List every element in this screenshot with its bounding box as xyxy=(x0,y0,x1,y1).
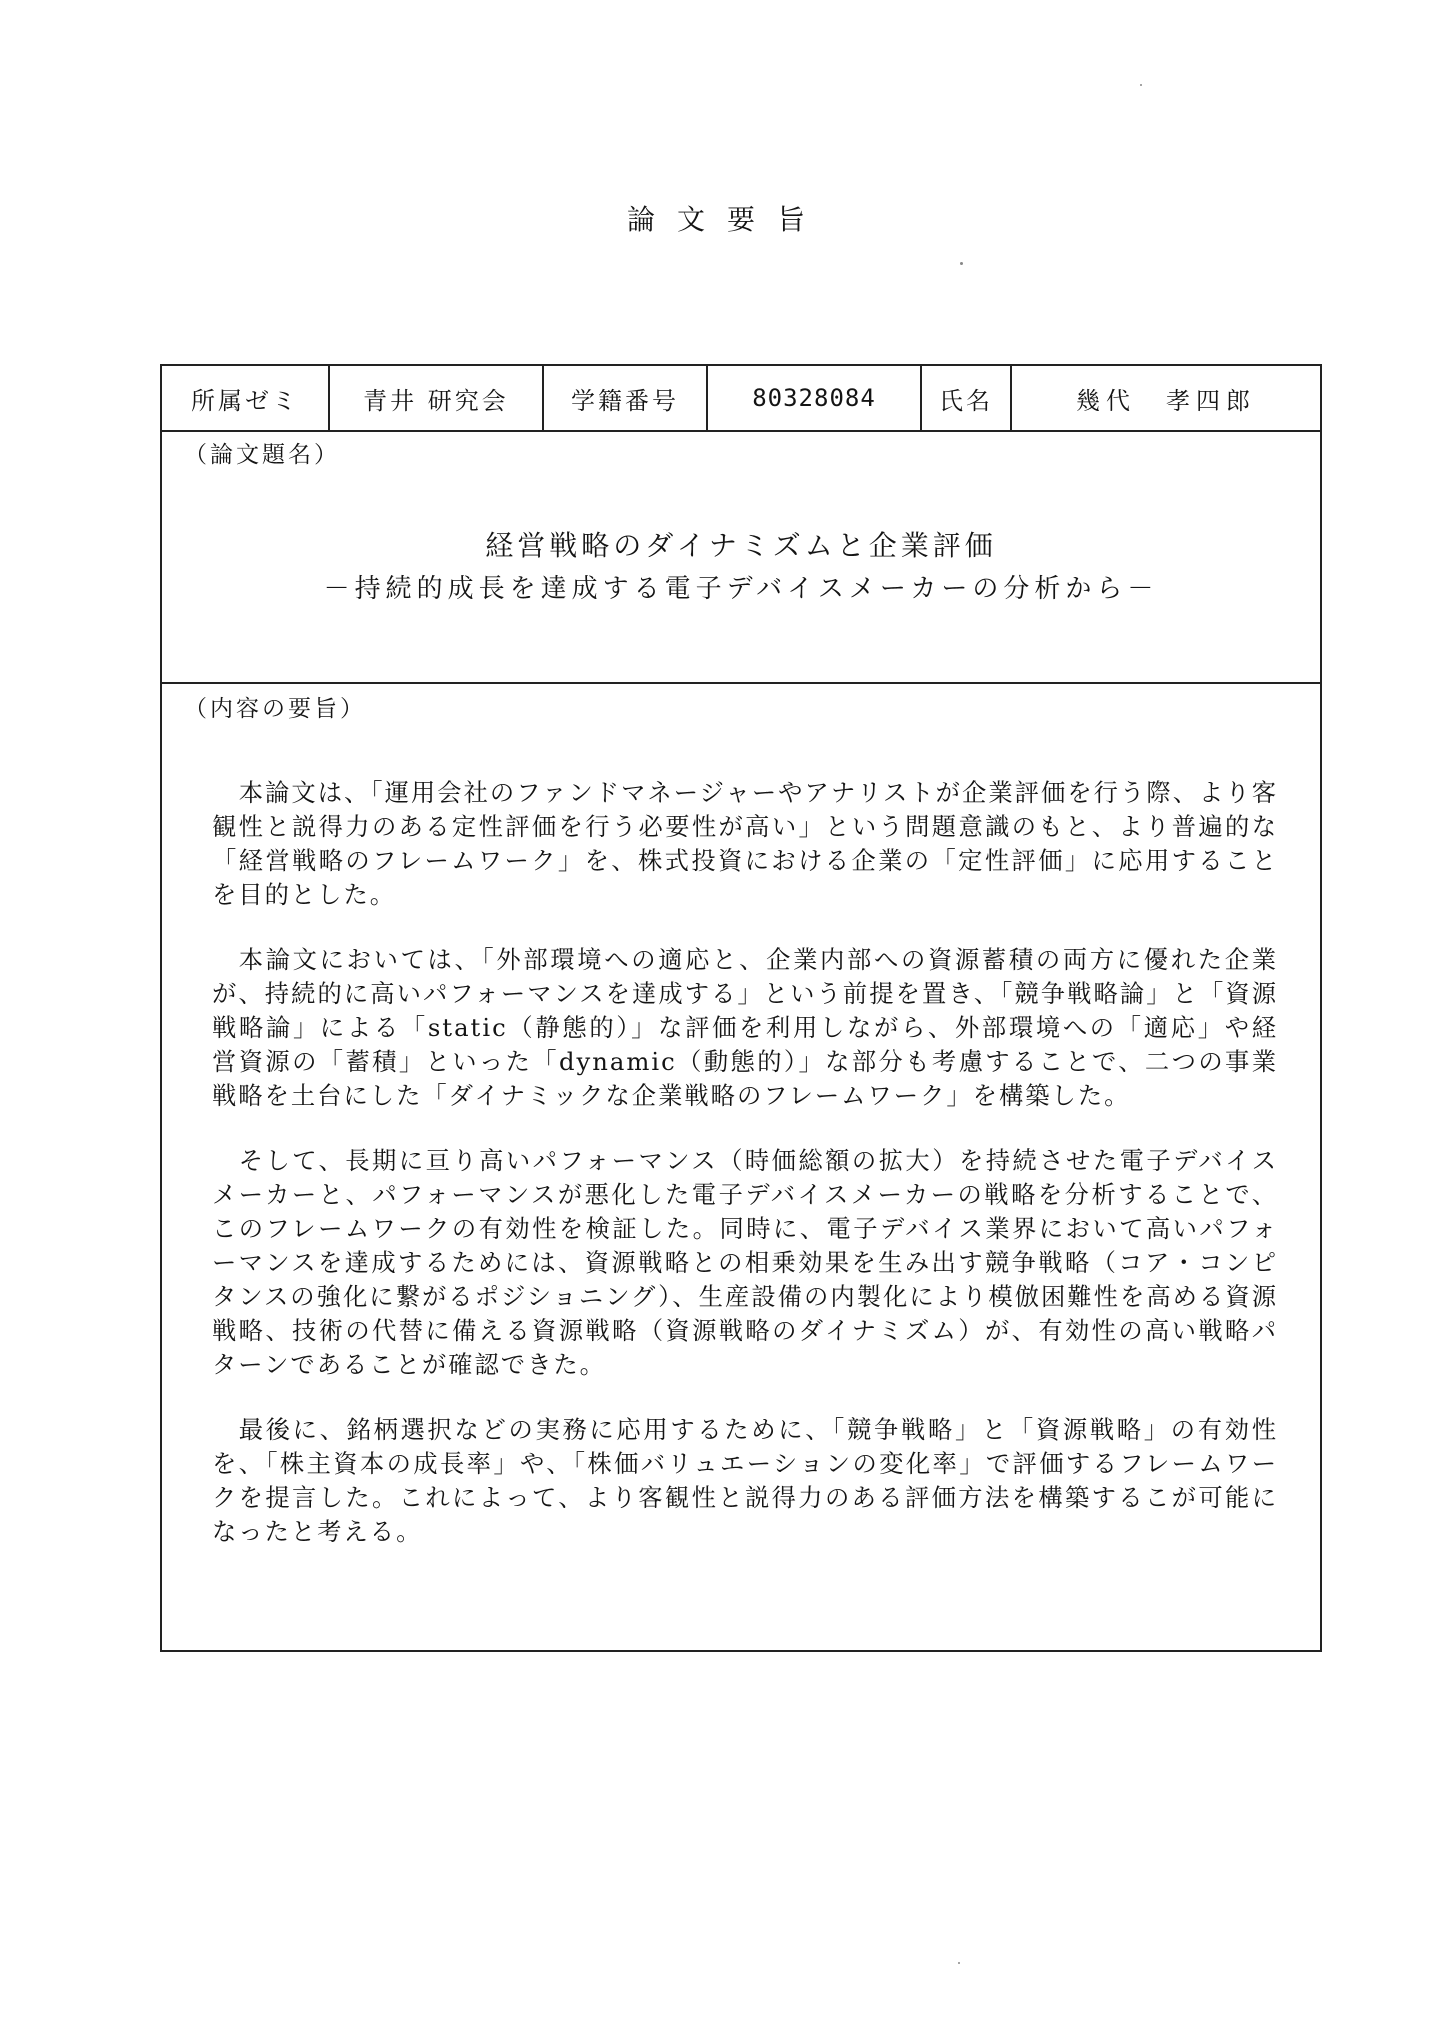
scan-speck xyxy=(1140,84,1142,86)
page-title: 論文要旨 xyxy=(626,203,827,236)
seminar-value: 青井 研究会 xyxy=(330,366,544,430)
thesis-title-label: （論文題名） xyxy=(184,442,340,468)
summary-section xyxy=(162,684,1320,1652)
name-value: 幾代 孝四郎 xyxy=(1076,386,1256,415)
summary-body xyxy=(212,776,1278,1580)
name-label: 氏名 xyxy=(922,366,1012,430)
summary-paragraph: そして、長期に亘り高いパフォーマンス（時価総額の拡大）を持続させた電子デバイスメーカーと、パフォーマンスが悪化した電子デバイスメーカーの戦略を分析することで、このフレームワークの有効性を検証した。同時に、電子デバイス業界において高いパフォーマンスを達成するためには、資源戦略との相乗効果を生み出す競争戦略（コア・コンピタンスの強化に繋がるポジショニング）、生産設備の内製化により模倣困難性を高める資源戦略、技術の代替に備える資源戦略（資源戦略のダイナミズム）が、有効性の高い戦略パターンであることが確認できた。 xyxy=(212,1146,1278,1379)
summary-label: （内容の要旨） xyxy=(184,696,366,722)
summary-paragraph: 本論文においては、「外部環境への適応と、企業内部への資源蓄積の両方に優れた企業が、持続的に高いパフォーマンスを達成する」という前提を置き、「競争戦略論」と「資源戦略論」による「static（静態的）」な評価を利用しながら、外部環境への「適応」や経営資源の「蓄積」といった「dynamic（動態的）」な部分も考慮することで、二つの事業戦略を土台にした「ダイナミックな企業戦略のフレームワーク」を構築した。 xyxy=(212,945,1278,1110)
seminar-label: 所属ゼミ xyxy=(162,366,330,430)
abstract-form xyxy=(160,364,1322,1652)
thesis-subtitle: －持続的成長を達成する電子デバイスメーカーの分析から－ xyxy=(323,574,1159,604)
summary-paragraph: 本論文は、「運用会社のファンドマネージャーやアナリストが企業評価を行う際、より客観性と説得力のある定性評価を行う必要性が高い」という問題意識のもと、より普遍的な「経営戦略のフレームワーク」を、株式投資における企業の「定性評価」に応用することを目的とした。 xyxy=(212,778,1278,909)
student-id-value: 80328084 xyxy=(708,366,922,430)
thesis-title-section xyxy=(162,432,1320,684)
thesis-title: 経営戦略のダイナミズムと企業評価 xyxy=(485,529,997,562)
scan-speck xyxy=(960,262,963,265)
scan-speck xyxy=(958,1962,960,1964)
info-row xyxy=(162,366,1320,432)
summary-paragraph: 最後に、銘柄選択などの実務に応用するために、「競争戦略」と「資源戦略」の有効性を、「株主資本の成長率」や、「株価バリュエーションの変化率」で評価するフレームワークを提言した。これによって、より客観性と説得力のある評価方法を構築するこが可能になったと考える。 xyxy=(212,1415,1278,1546)
student-id-label: 学籍番号 xyxy=(544,366,708,430)
